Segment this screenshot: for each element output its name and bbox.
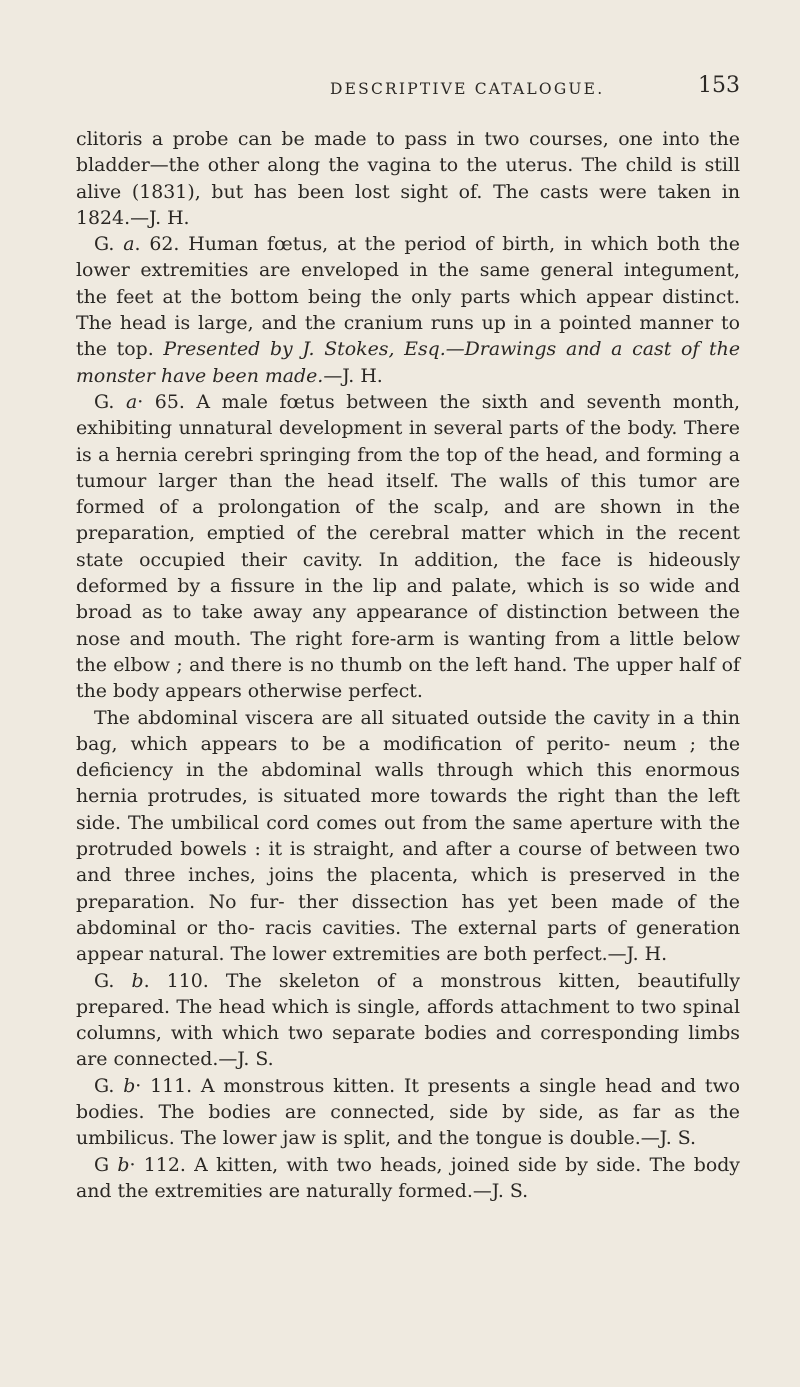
italic-text: b — [131, 969, 144, 992]
catalogue-entry — [76, 1152, 740, 1205]
catalogue-entry — [76, 389, 740, 705]
italic-text: b — [123, 1074, 136, 1097]
text-run: G. — [94, 1074, 124, 1097]
italic-text: b — [117, 1153, 130, 1176]
text-run: . 110. The skeleton of a monstrous kitten, beautifully prepared. The head which is single, affords attachment to two spinal columns, with which two separate bodies and corresponding limbs are connected.—J. S. — [76, 969, 740, 1071]
catalogue-entry — [76, 968, 740, 1073]
text-run: clitoris a probe can be made to pass in two courses, one into the bladder—the other along the vagina to the uterus. The child is still alive (1831), but has been lost sight of. The casts were taken in 1824.—J. H. — [76, 128, 740, 229]
catalogue-text — [76, 126, 740, 1204]
catalogue-entry — [76, 705, 740, 968]
text-run: G — [94, 1153, 118, 1176]
italic-text: a — [125, 390, 138, 413]
text-run: · 111. A monstrous kitten. It presents a single head and two bodies. The bodies are connected, side by side, as far as the umbilicus. The lower jaw is split, and the tongue is double.—J. S. — [76, 1074, 740, 1150]
page-number: 153 — [698, 73, 740, 98]
italic-text: a — [123, 233, 135, 256]
text-run: · 65. A male fœtus between the sixth and seventh month, exhibiting unnatural development in several parts of the body. There is a hernia cerebri springing from the top of the head, and forming a tumour larger than the head itself. The walls of this tumor are formed of a prolongation of the scalp, and are shown in the preparation, emptied of the cerebral matter which in the recent state occupied their cavity. In addition, the face is hideously deformed by a fissure in the lip and palate, which is so wide and broad as to take away any appearance of distinction between the nose and mouth. The right fore-arm is wanting from a little below the elbow ; and there is no thumb on the left hand. The upper half of the body appears otherwise perfect. — [76, 390, 740, 703]
text-run: —J. H. — [323, 364, 383, 387]
text-run: G. — [94, 390, 126, 413]
text-run: · 112. A kitten, with two heads, joined side by side. The body and the extremities are naturally formed.—J. S. — [76, 1153, 740, 1202]
text-run: G. — [94, 233, 124, 256]
catalogue-entry — [76, 231, 740, 389]
text-run: The abdominal viscera are all situated outside the cavity in a thin bag, which appears to be a modification of perito- neum ; the deficiency in the abdominal walls through which this enormous hernia protrudes, is situated more towards the right than the left side. The umbilical cord comes out from the same aperture with the protruded bowels : it is straight, and after a course of between two and three inches, joins the placenta, which is preserved in the preparation. No fur- ther dissection has yet been made of the abdominal or tho- racis cavities. The external parts of generation appear natural. The lower extremities are both perfect.—J. H. — [76, 706, 740, 966]
italic-text: Presented by J. Stokes, Esq.—Drawings and a cast of the monster have been made. — [76, 338, 740, 387]
text-run: G. — [94, 969, 132, 992]
catalogue-entry — [76, 1073, 740, 1152]
text-run: . 62. Human fœtus, at the period of birth, in which both the lower extremities are enveloped in the same general integument, the feet at the bottom being the only parts which appear distinct. The head is large, and the cranium runs up in a pointed manner to the top. — [76, 233, 740, 361]
continued-paragraph — [76, 126, 740, 231]
running-title: DESCRIPTIVE CATALOGUE. — [330, 80, 605, 98]
